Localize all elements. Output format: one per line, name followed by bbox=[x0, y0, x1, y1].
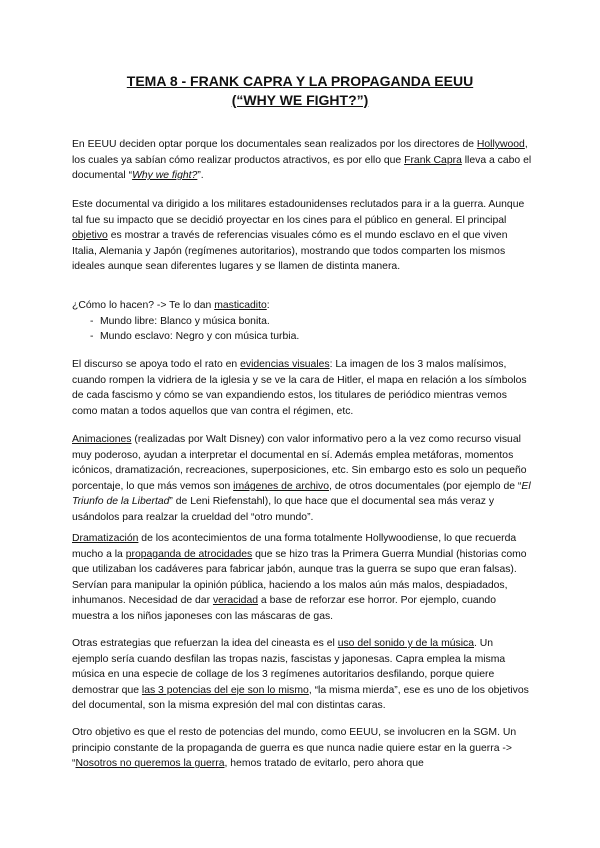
term-no-queremos-guerra: Nosotros no queremos la guerra bbox=[75, 758, 225, 770]
term-triunfo-libertad: El Triunfo de la Libertad bbox=[72, 480, 531, 508]
paragraph-dramatization: Dramatización de los acontecimientos de una forma totalmente Hollywoodiense, lo que recuerda mucho a la propaganda de atrocidades que se hizo tras la Primera Guerra Mundial (historias como que utilizaban los cadáveres para fabricar jabón, aunque tras la guerra se supo que eran falsas). Servían para manipular la opinión pública, haciendo a los malos aún más malos, despiadados, inhumanos. Necesidad de dar veracidad a base de reforzar ese horror. Por ejemplo, cuando muestra a los niños japoneses con las máscaras de gas. bbox=[72, 533, 527, 622]
term-veracidad: veracidad bbox=[212, 595, 259, 607]
document-title: TEMA 8 - FRANK CAPRA Y LA PROPAGANDA EEUU bbox=[126, 73, 474, 89]
paragraph-animations: Animaciones (realizadas por Walt Disney) con valor informativo pero a la vez como recurso visual muy poderoso, ayudan a interpretar el documental en sí. Además emplea metáforas, momentos icónicos, dramatización, recreaciones, superposiciones, etc. Sin embargo esto es solo un pequeño porcentaje, lo que más vemos son imágenes de archivo, de otros documentales (por ejemplo de “El Triunfo de la Libertad” de Leni Riefenstahl), lo que hace que el documental sea más veraz y usándolos para realzar la crueldad del “otro mundo”. bbox=[72, 434, 531, 523]
paragraph-sound-music: Otras estrategias que refuerzan la idea del cineasta es el uso del sonido y de la música. Un ejemplo sería cuando desfilan las tropas nazis, fascistas y japonesas. Capra emplea la misma música en una especie de collage de los 3 regímenes autoritarios desfilando, porque quiere demostrar que las 3 potencias del eje son lo mismo, “la misma mierda”, ese es uno de los objetivos del documental, son la misma expresión del mal con distintas caras. bbox=[72, 638, 529, 712]
term-hollywood: Hollywood bbox=[476, 139, 525, 150]
term-animaciones: Animaciones bbox=[72, 434, 132, 445]
paragraph-intro: En EEUU deciden optar porque los documentales sean realizados por los directores de Hollywood, los cuales ya sabían cómo realizar productos atractivos, es por ello que Frank Capra lleva a cabo el documental “Why we fight?”. bbox=[72, 139, 532, 182]
term-evidencias-visuales: evidencias visuales bbox=[240, 359, 330, 370]
term-objetivo: objetivo bbox=[72, 230, 108, 242]
list-item: - Mundo libre: Blanco y música bonita. bbox=[72, 314, 532, 330]
term-propaganda-atrocidades: propaganda de atrocidades bbox=[125, 548, 253, 560]
term-why-we-fight: Why we fight? bbox=[132, 170, 198, 182]
term-masticadito: masticadito bbox=[214, 300, 267, 311]
term-potencias-eje: las 3 potencias del eje son lo mismo bbox=[141, 684, 309, 696]
bullet-list bbox=[72, 314, 532, 345]
term-imagenes-archivo: imágenes de archivo bbox=[233, 480, 330, 492]
paragraph-visual-evidence: El discurso se apoya todo el rato en evidencias visuales: La imagen de los 3 malos malísimos, cuando rompen la vidriera de la iglesia y se ve la cara de Hitler, el mapa en relación a los símbolos de cada fascismo y cómo se van expandiendo estos, los titulares de periódico mientras vemos como matan a todos aquellos que van contra el régimen, etc. bbox=[72, 359, 527, 417]
document-subtitle: (“WHY WE FIGHT?”) bbox=[231, 92, 369, 108]
term-frank-capra: Frank Capra bbox=[404, 154, 462, 166]
list-item: - Mundo esclavo: Negro y con música turbia. bbox=[72, 329, 532, 345]
paragraph-other-objective: Otro objetivo es que el resto de potencias del mundo, como EEUU, se involucren en la SGM. Un principio constante de la propaganda de guerra es que nunca nadie quiere estar en la guerra -> “Nosotros no queremos la guerra, hemos tratado de evitarlo, pero ahora que bbox=[72, 727, 517, 770]
paragraph-objective: Este documental va dirigido a los militares estadounidenses reclutados para ir a la guerra. Aunque tal fue su impacto que se decidió proyectar en los cines para el público en general. El principal objetivo es mostrar a través de referencias visuales cómo es el mundo esclavo en el que viven Italia, Alemania y Japón (regímenes autoritarios), mostrando que todos comparten los mismos ideales aunque sean diferentes lugares y se llamen de distinta manera. bbox=[72, 199, 525, 273]
paragraph-how: ¿Cómo lo hacen? -> Te lo dan masticadito: - Mundo libre: Blanco y música bonita. - Mundo esclavo: Negro y con música turbia. bbox=[72, 298, 532, 345]
term-dramatizacion: Dramatización bbox=[72, 533, 139, 544]
term-sonido-musica: uso del sonido y de la música bbox=[337, 638, 475, 649]
